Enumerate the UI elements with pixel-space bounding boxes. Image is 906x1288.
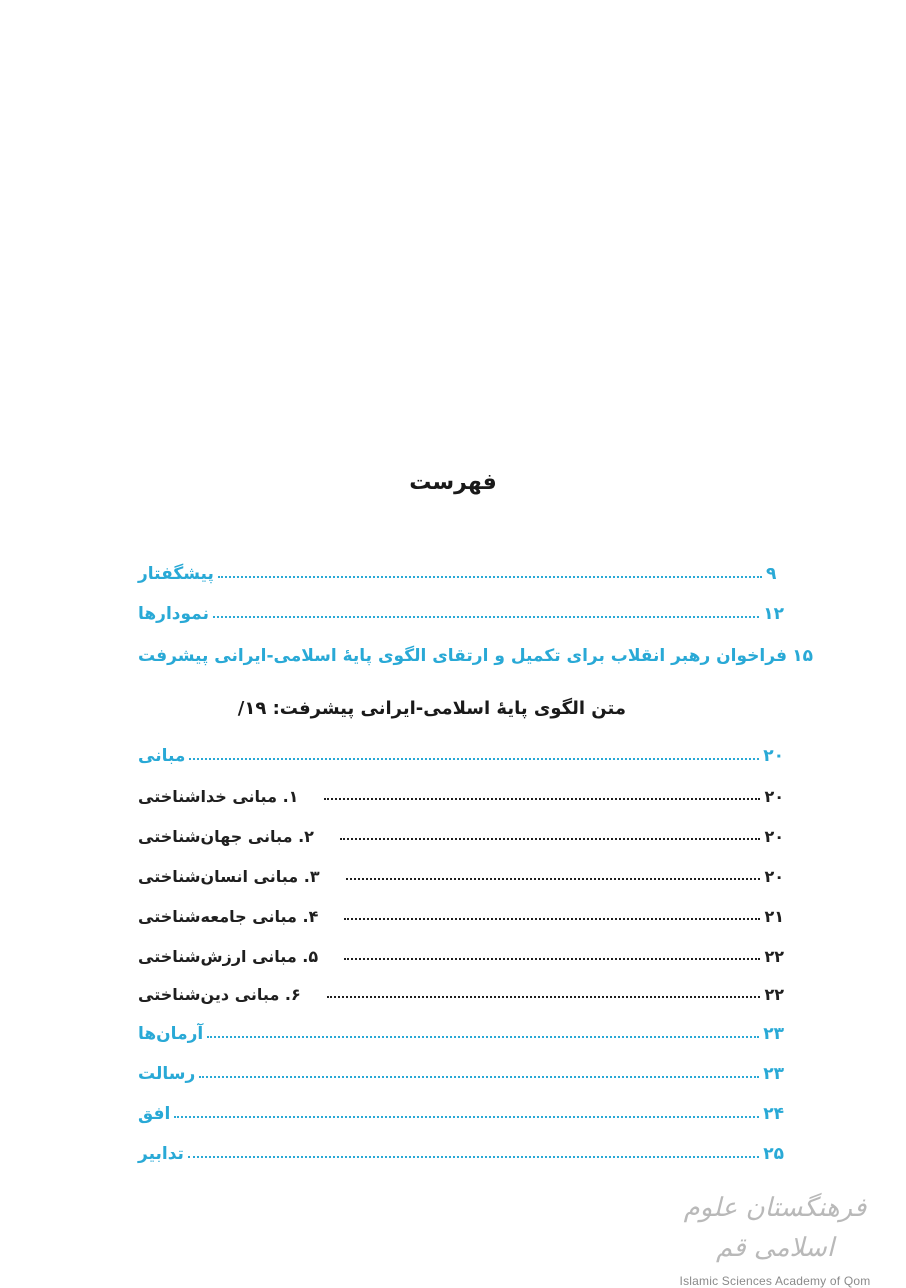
leader-dots	[174, 1116, 759, 1118]
entry-label: ۲. مبانی جهان‌شناختی	[138, 827, 314, 846]
toc-title: فهرست	[409, 470, 497, 495]
leader-dots	[344, 958, 760, 960]
toc-subentry-4[interactable]	[138, 892, 784, 926]
entry-label: ۶. مبانی دین‌شناختی	[138, 985, 301, 1004]
toc-entry-call[interactable]	[138, 632, 813, 666]
entry-label: افق	[138, 1104, 171, 1124]
entry-label: ۱. مبانی خداشناختی	[138, 787, 299, 806]
toc-subentry-3[interactable]	[138, 852, 784, 886]
entry-label: فراخوان رهبر انقلاب برای تکمیل و ارتقای الگوی پایهٔ اسلامی-ایرانی پیشرفت	[138, 646, 787, 666]
entry-label: رسالت	[138, 1064, 196, 1084]
toc-subentry-1[interactable]	[138, 772, 784, 806]
entry-label: ۵. مبانی ارزش‌شناختی	[138, 947, 319, 966]
leader-dots	[207, 1036, 759, 1038]
leader-dots	[213, 616, 759, 618]
entry-label: ۳. مبانی انسان‌شناختی	[138, 867, 320, 886]
watermark-persian: فرهنگستان علوم اسلامی قم	[683, 1193, 867, 1263]
toc-subentry-6[interactable]	[138, 970, 784, 1004]
leader-dots	[340, 838, 761, 840]
entry-page: ۲۰	[763, 746, 784, 766]
entry-label: آرمان‌ها	[138, 1024, 204, 1044]
entry-page: ۱۲	[763, 604, 784, 624]
entry-label: پیشگفتار	[138, 564, 214, 584]
entry-page: ۲۰	[764, 827, 784, 846]
leader-dots	[327, 996, 761, 998]
toc-entry-mabani[interactable]	[138, 732, 784, 766]
toc-entry-ideals[interactable]	[138, 1010, 784, 1044]
toc-entry-measures[interactable]	[138, 1130, 784, 1164]
entry-page: ۲۲	[764, 947, 784, 966]
entry-label: ۴. مبانی جامعه‌شناختی	[138, 907, 319, 926]
toc-subentry-2[interactable]	[138, 812, 784, 846]
toc-entry-charts[interactable]	[138, 590, 784, 624]
watermark-english: Islamic Sciences Academy of Qom	[679, 1274, 871, 1288]
entry-page: ۲۵	[763, 1144, 784, 1164]
entry-page: ۲۳	[763, 1024, 784, 1044]
leader-dots	[324, 798, 760, 800]
section-heading: متن الگوی پایهٔ اسلامی-ایرانی پیشرفت: ۱۹/	[237, 698, 626, 719]
toc-entry-preface[interactable]	[138, 550, 784, 584]
leader-dots	[344, 918, 760, 920]
leader-dots	[218, 576, 762, 578]
entry-page: ۱۵	[792, 646, 813, 666]
entry-page: ۲۲	[764, 985, 784, 1004]
leader-dots	[199, 1076, 759, 1078]
toc-entry-horizon[interactable]	[138, 1090, 784, 1124]
entry-label: مبانی	[138, 746, 186, 766]
entry-page: ۲۴	[763, 1104, 784, 1124]
entry-page: ۲۳	[763, 1064, 784, 1084]
leader-dots	[346, 878, 761, 880]
entry-page: ۲۰	[764, 787, 784, 806]
entry-page: ۹	[766, 564, 777, 584]
academy-watermark-logo	[670, 1188, 880, 1288]
entry-page: ۲۰	[764, 867, 784, 886]
leader-dots	[188, 1156, 759, 1158]
toc-subentry-5[interactable]	[138, 932, 784, 966]
entry-label: تدابیر	[138, 1144, 184, 1164]
entry-label: نمودارها	[138, 604, 209, 624]
toc-entry-mission[interactable]	[138, 1050, 784, 1084]
leader-dots	[189, 758, 759, 760]
entry-page: ۲۱	[764, 907, 784, 926]
